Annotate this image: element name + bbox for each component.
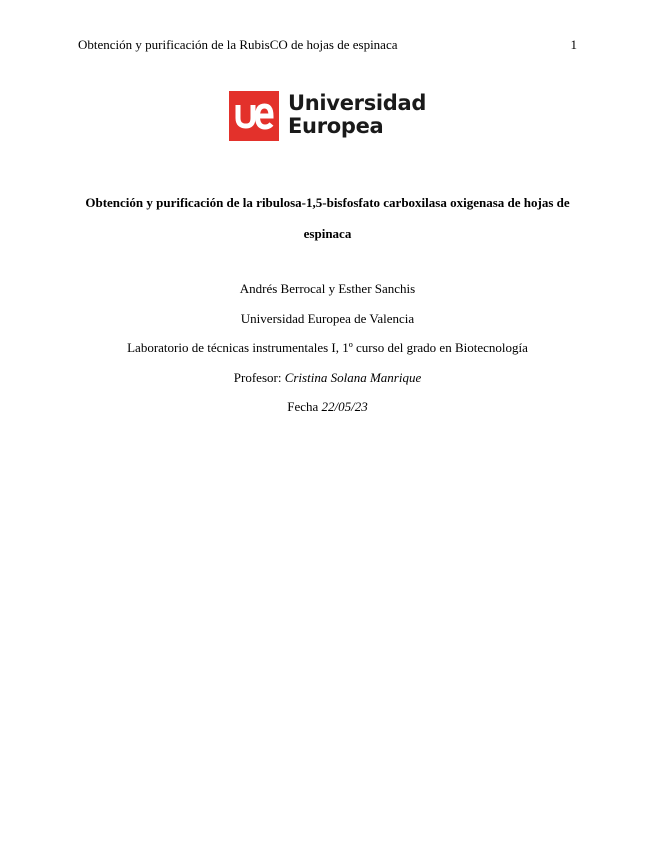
running-head: Obtención y purificación de la RubisCO de hojas de espinaca: [78, 37, 398, 52]
page-number: 1: [570, 37, 577, 52]
page-header: [78, 37, 577, 55]
course: Laboratorio de técnicas instrumentales I, 1º curso del grado en Biotecnología: [127, 340, 528, 355]
title-page-info: [78, 280, 577, 428]
logo-line-1: Universidad: [288, 91, 427, 115]
date-value: 22/05/23: [321, 399, 368, 414]
logo-line-2: Europea: [288, 114, 384, 138]
logo-wordmark: [288, 92, 426, 138]
document-title: Obtención y purificación de la ribulosa-1,5-bisfosfato carboxilasa oxigenasa de hojas de espinaca: [85, 195, 570, 241]
professor-name: Cristina Solana Manrique: [284, 369, 422, 385]
date-line: [78, 398, 577, 428]
authors: Andrés Berrocal y Esther Sanchis: [239, 281, 416, 296]
university-logo: [229, 91, 427, 143]
ue-logo-icon: [229, 91, 279, 141]
date-label: Fecha: [287, 399, 322, 414]
institution: Universidad Europea de Valencia: [240, 310, 415, 326]
professor-label: Profesor:: [233, 369, 285, 385]
professor-line: [78, 369, 577, 399]
